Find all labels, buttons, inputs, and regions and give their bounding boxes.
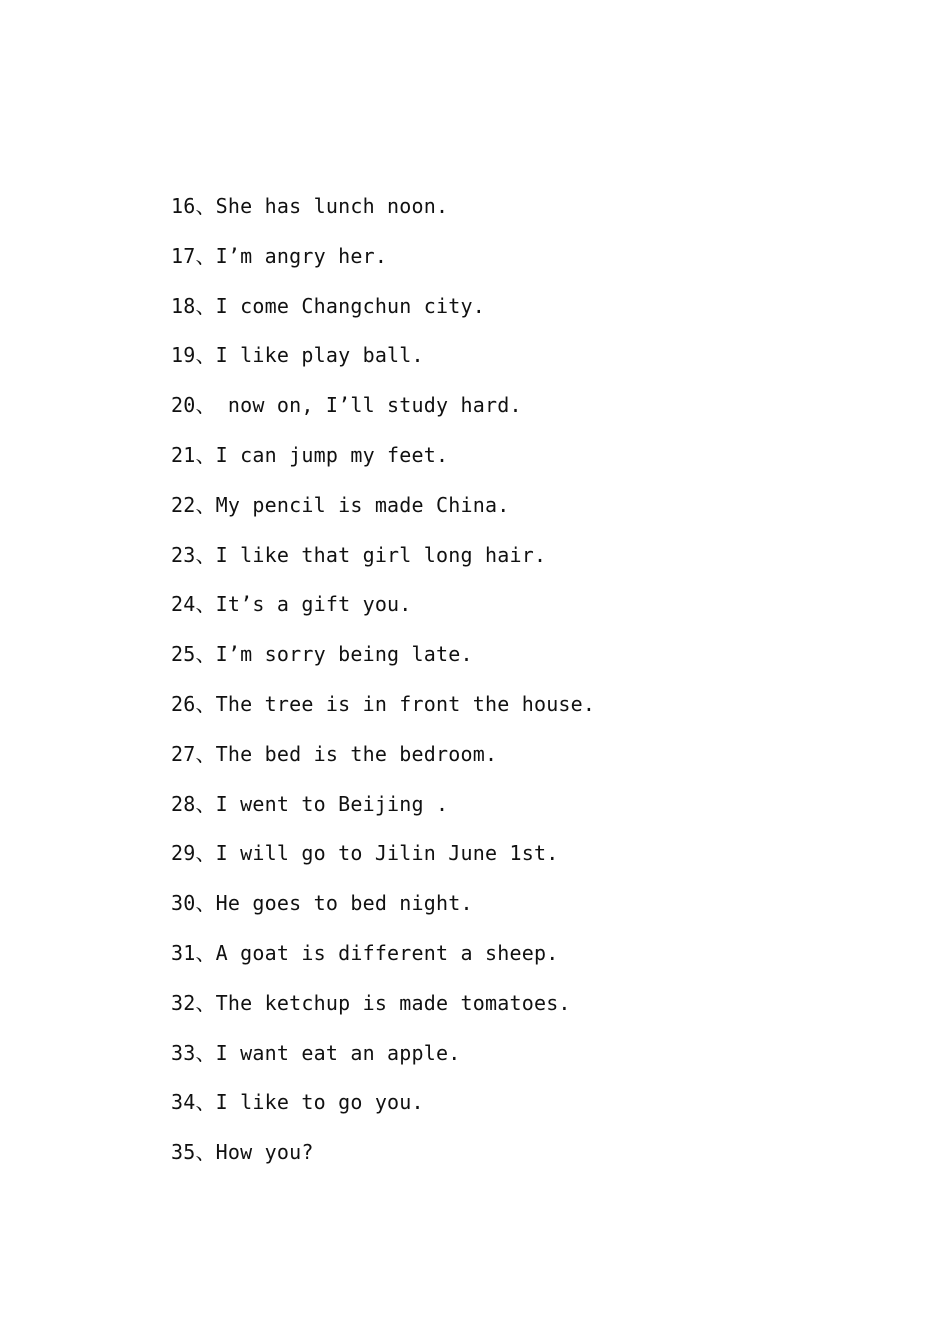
sentence-line: 20、 now on, I’ll study hard. [171,393,522,418]
sentence-line: 30、He goes to bed night. [171,891,473,916]
sentence-line: 25、I’m sorry being late. [171,642,473,667]
sentence-line: 26、The tree is in front the house. [171,691,596,716]
sentence-line: 16、She has lunch noon. [171,194,449,218]
sentence-line: 34、I like to go you. [171,1090,424,1115]
sentence-line: 28、I went to Beijing . [171,791,449,816]
sentence-line: 24、It’s a gift you. [171,592,412,617]
sentence-line: 31、A goat is different a sheep. [171,940,559,965]
sentence-line: 19、I like play ball. [171,343,424,368]
sentence-line: 29、I will go to Jilin June 1st. [171,841,559,866]
sentence-line: 17、I’m angry her. [171,243,388,268]
sentence-line: 32、The ketchup is made tomatoes. [171,990,571,1015]
sentence-line: 23、I like that girl long hair. [171,542,547,567]
sentence-line: 21、I can jump my feet. [171,442,449,467]
sentence-list [171,192,891,1188]
sentence-line: 22、My pencil is made China. [171,492,510,517]
sentence-line: 18、I come Changchun city. [171,293,485,318]
sentence-line: 35、How you? [171,1140,314,1165]
sentence-line: 27、The bed is the bedroom. [171,741,498,766]
sentence-line: 33、I want eat an apple. [171,1040,461,1065]
